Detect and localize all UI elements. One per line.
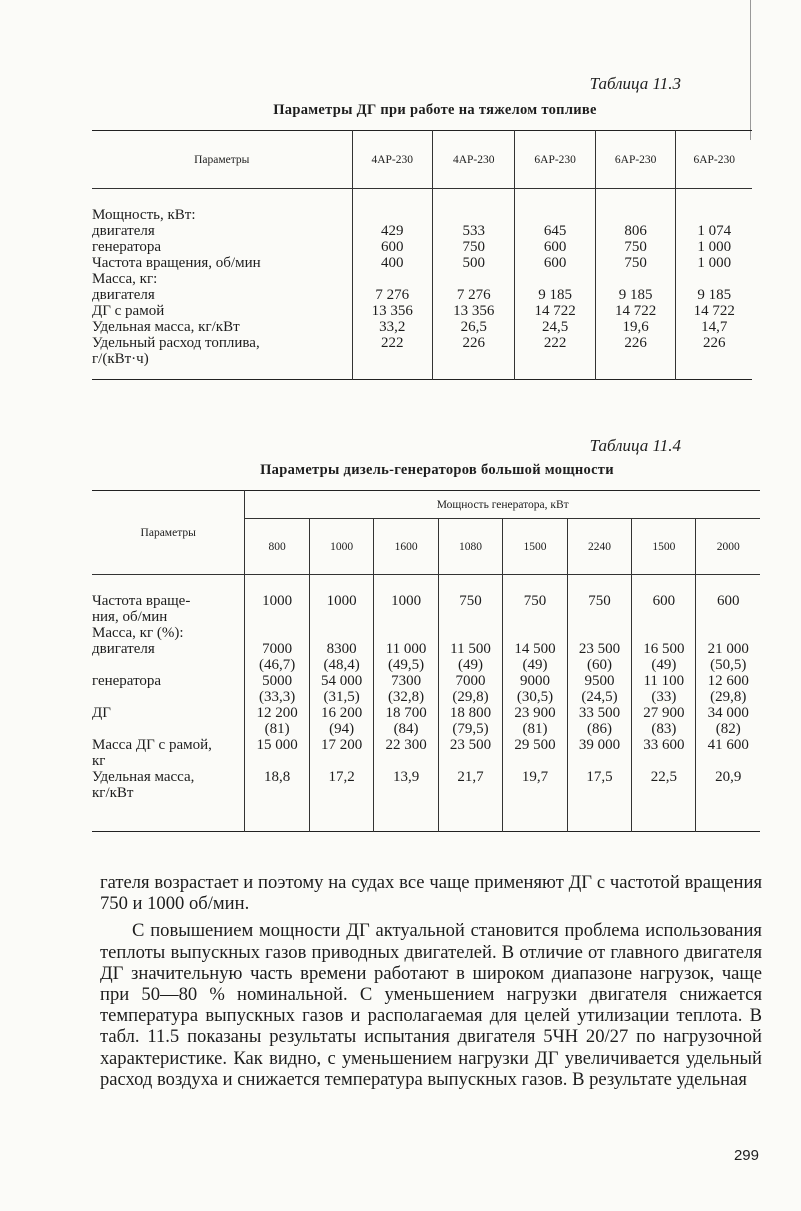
table-cell: 23 900 xyxy=(503,705,567,721)
table-cell: 1 000 xyxy=(676,255,752,271)
table1-caption: Таблица 11.3 xyxy=(589,74,681,93)
table-cell: 1 074 xyxy=(676,223,752,239)
table-row xyxy=(92,689,760,705)
table2-param-header: Параметры xyxy=(92,491,245,575)
table-cell: 600 xyxy=(352,239,432,255)
table-cell: 14 722 xyxy=(595,303,675,319)
table-cell xyxy=(696,609,760,625)
table-cell: 429 xyxy=(352,223,432,239)
table-cell: 17 200 xyxy=(309,737,373,753)
table-cell: 14,7 xyxy=(676,319,752,335)
table-cell xyxy=(515,271,595,287)
table-cell xyxy=(245,753,309,769)
table2-col-header: 2240 xyxy=(567,519,631,575)
table2 xyxy=(92,490,760,832)
table-cell: 19,6 xyxy=(595,319,675,335)
table-cell: 19,7 xyxy=(503,769,567,785)
table-cell: 7000 xyxy=(245,641,309,657)
table-cell: (81) xyxy=(245,721,309,737)
table-cell: 34 000 xyxy=(696,705,760,721)
table-cell xyxy=(245,609,309,625)
table2-col-header: 800 xyxy=(245,519,309,575)
table-row xyxy=(92,335,752,351)
table-cell: (30,5) xyxy=(503,689,567,705)
table2-title: Параметры дизель-генераторов большой мощности xyxy=(260,462,614,478)
table-cell xyxy=(309,753,373,769)
table2-col-header: 1500 xyxy=(632,519,696,575)
table2-col-header: 2000 xyxy=(696,519,760,575)
table-cell: 22 300 xyxy=(374,737,438,753)
table-cell xyxy=(676,207,752,223)
scan-edge-line xyxy=(750,0,751,140)
table-cell: 600 xyxy=(515,255,595,271)
row-label: кг xyxy=(92,753,106,769)
row-label: ДГ xyxy=(92,705,111,721)
row-label: двигателя xyxy=(92,287,155,303)
table-cell: 226 xyxy=(595,335,675,351)
table-row xyxy=(92,737,760,753)
table-cell xyxy=(503,625,567,641)
row-label xyxy=(92,689,245,705)
table-cell: 17,5 xyxy=(567,769,631,785)
table-cell: 54 000 xyxy=(309,673,373,689)
table-cell: 18 800 xyxy=(438,705,502,721)
row-label: Масса, кг: xyxy=(92,271,158,287)
table-cell: 9 185 xyxy=(515,287,595,303)
table-cell: 645 xyxy=(515,223,595,239)
table-cell: (24,5) xyxy=(567,689,631,705)
table-cell xyxy=(632,609,696,625)
row-label: Удельный расход топлива, xyxy=(92,335,260,351)
table-cell: 33 500 xyxy=(567,705,631,721)
table-row xyxy=(92,255,752,271)
table-cell xyxy=(632,785,696,801)
table-cell xyxy=(432,271,514,287)
spacer-row xyxy=(92,189,752,208)
table-cell: 22,5 xyxy=(632,769,696,785)
table-cell xyxy=(374,785,438,801)
table-cell: 9500 xyxy=(567,673,631,689)
table-cell: (48,4) xyxy=(309,657,373,673)
table-cell xyxy=(567,753,631,769)
table-cell: 750 xyxy=(567,593,631,609)
table-cell xyxy=(438,753,502,769)
table-cell: 39 000 xyxy=(567,737,631,753)
row-label: Масса, кг (%): xyxy=(92,625,184,641)
table-cell xyxy=(438,609,502,625)
table-cell xyxy=(374,609,438,625)
table-cell xyxy=(309,785,373,801)
table-cell: 17,2 xyxy=(309,769,373,785)
table-cell xyxy=(503,785,567,801)
table-row xyxy=(92,705,760,721)
row-label xyxy=(92,721,245,737)
table-row xyxy=(92,657,760,673)
table-cell xyxy=(696,753,760,769)
table-cell xyxy=(632,625,696,641)
table-cell: (84) xyxy=(374,721,438,737)
table-cell xyxy=(676,351,752,367)
table2-col-header: 1500 xyxy=(503,519,567,575)
table-cell: 7300 xyxy=(374,673,438,689)
table-row xyxy=(92,673,760,689)
table-cell: 533 xyxy=(432,223,514,239)
table-cell xyxy=(567,785,631,801)
table1-col-header: 4АР-230 xyxy=(352,131,432,189)
table-cell: 21 000 xyxy=(696,641,760,657)
row-label: г/(кВт·ч) xyxy=(92,351,149,367)
table-cell: (82) xyxy=(696,721,760,737)
table-cell xyxy=(438,785,502,801)
spacer-row xyxy=(92,801,760,832)
body-text xyxy=(100,872,762,1090)
table-cell: 12 600 xyxy=(696,673,760,689)
table-cell: (33,3) xyxy=(245,689,309,705)
table-cell: 1 000 xyxy=(676,239,752,255)
spacer-row xyxy=(92,367,752,380)
table-cell: 9 185 xyxy=(676,287,752,303)
table-cell xyxy=(595,271,675,287)
table-cell: (49) xyxy=(503,657,567,673)
table-cell xyxy=(503,609,567,625)
table-cell: (60) xyxy=(567,657,631,673)
table-cell xyxy=(515,351,595,367)
table-cell: 5000 xyxy=(245,673,309,689)
table-cell xyxy=(352,207,432,223)
table-cell: 11 100 xyxy=(632,673,696,689)
row-label: генератора xyxy=(92,239,162,255)
row-label: Частота вращения, об/мин xyxy=(92,255,261,271)
table1-body xyxy=(92,189,752,380)
table-cell: 24,5 xyxy=(515,319,595,335)
table-row xyxy=(92,223,752,239)
table1-col-header: 6АР-230 xyxy=(676,131,752,189)
table-cell: 600 xyxy=(696,593,760,609)
table-cell xyxy=(595,207,675,223)
table-cell: 18 700 xyxy=(374,705,438,721)
table-row xyxy=(92,641,760,657)
table-cell xyxy=(432,351,514,367)
table-row xyxy=(92,271,752,287)
table2-col-header: 1000 xyxy=(309,519,373,575)
table-cell: 14 722 xyxy=(676,303,752,319)
table-cell: 29 500 xyxy=(503,737,567,753)
row-label: ДГ с рамой xyxy=(92,303,165,319)
table-cell xyxy=(632,753,696,769)
table-cell: 7000 xyxy=(438,673,502,689)
table-cell: 1000 xyxy=(309,593,373,609)
table-cell: 11 500 xyxy=(438,641,502,657)
table-cell: (79,5) xyxy=(438,721,502,737)
table1-title: Параметры ДГ при работе на тяжелом топливе xyxy=(273,102,597,118)
table-row xyxy=(92,287,752,303)
row-label: генератора xyxy=(92,673,162,689)
table-cell: 16 200 xyxy=(309,705,373,721)
table-cell: 13 356 xyxy=(352,303,432,319)
table-row xyxy=(92,625,760,641)
row-label: Мощность, кВт: xyxy=(92,207,196,223)
table-cell: (29,8) xyxy=(438,689,502,705)
table-cell xyxy=(438,625,502,641)
table2-caption: Таблица 11.4 xyxy=(589,436,681,455)
table-cell: (29,8) xyxy=(696,689,760,705)
table-cell xyxy=(245,625,309,641)
table-cell: (46,7) xyxy=(245,657,309,673)
table-cell: 13 356 xyxy=(432,303,514,319)
table-row xyxy=(92,609,760,625)
table-cell: 21,7 xyxy=(438,769,502,785)
table-cell: 806 xyxy=(595,223,675,239)
table-row xyxy=(92,753,760,769)
table-cell xyxy=(515,207,595,223)
table1-param-header: Параметры xyxy=(92,131,352,189)
row-label: Удельная масса, xyxy=(92,769,195,785)
table-row xyxy=(92,769,760,785)
table1-col-header: 6АР-230 xyxy=(515,131,595,189)
table2-body xyxy=(92,575,760,832)
table-cell xyxy=(352,271,432,287)
table-row xyxy=(92,239,752,255)
table-cell: 222 xyxy=(352,335,432,351)
row-label: ния, об/мин xyxy=(92,609,168,625)
table-cell: 750 xyxy=(438,593,502,609)
table-cell xyxy=(352,351,432,367)
table-cell: 7 276 xyxy=(352,287,432,303)
paragraph: гателя возрастает и поэтому на судах все чаще применяют ДГ с частотой вращения 750 и 1000 об/мин. xyxy=(100,872,762,915)
row-label: Масса ДГ с рамой, xyxy=(92,737,212,753)
table-cell: 11 000 xyxy=(374,641,438,657)
table-cell: 15 000 xyxy=(245,737,309,753)
table-row xyxy=(92,721,760,737)
table-cell: (83) xyxy=(632,721,696,737)
table-cell xyxy=(567,609,631,625)
table-cell: (50,5) xyxy=(696,657,760,673)
table-cell: 33 600 xyxy=(632,737,696,753)
table-cell: 226 xyxy=(432,335,514,351)
spacer-row xyxy=(92,575,760,594)
table-cell: 23 500 xyxy=(567,641,631,657)
row-label: Удельная масса, кг/кВт xyxy=(92,319,240,335)
table-row xyxy=(92,319,752,335)
table2-col-header: 1600 xyxy=(374,519,438,575)
table-cell xyxy=(374,753,438,769)
table-cell: 9000 xyxy=(503,673,567,689)
table-cell: 400 xyxy=(352,255,432,271)
table-cell: 12 200 xyxy=(245,705,309,721)
table-cell xyxy=(309,609,373,625)
table2-group-header: Мощность генератора, кВт xyxy=(245,491,760,519)
table-cell xyxy=(374,625,438,641)
table-row xyxy=(92,351,752,367)
table-cell: 13,9 xyxy=(374,769,438,785)
table-cell: 600 xyxy=(515,239,595,255)
table-cell: (49) xyxy=(438,657,502,673)
row-label: двигателя xyxy=(92,223,155,239)
table-cell xyxy=(696,785,760,801)
table-cell: (49) xyxy=(632,657,696,673)
table-cell: (49,5) xyxy=(374,657,438,673)
row-label: Частота враще- xyxy=(92,593,191,609)
table-cell: 9 185 xyxy=(595,287,675,303)
table-cell xyxy=(503,753,567,769)
table-cell: 750 xyxy=(503,593,567,609)
table-cell: 750 xyxy=(432,239,514,255)
table-row xyxy=(92,207,752,223)
table-cell xyxy=(309,625,373,641)
table-cell: 18,8 xyxy=(245,769,309,785)
table-cell: (32,8) xyxy=(374,689,438,705)
table1-col-header: 6АР-230 xyxy=(595,131,675,189)
table1 xyxy=(92,130,752,380)
table-cell xyxy=(567,625,631,641)
table-cell: 226 xyxy=(676,335,752,351)
paragraph: С повышением мощности ДГ актуальной становится проблема использования теплоты выпускных газов приводных двигателей. В отличие от главного двигателя ДГ значительную часть времени работают в широком диапазоне нагрузок, чаще при 50—80 % номинальной. С уменьшением нагрузки двигателя снижается температура выпускных газов и располагаемая для целей утилизации теплота. В табл. 11.5 показаны результаты испытания двигателя 5ЧН 20/27 по нагрузочной характеристике. Как видно, с уменьшением нагрузки ДГ увеличивается удельный расход воздуха и снижается температура выпускных газов. В результате удельная xyxy=(100,920,762,1090)
table-cell: (86) xyxy=(567,721,631,737)
table-row xyxy=(92,785,760,801)
table-cell: 600 xyxy=(632,593,696,609)
table-cell: 33,2 xyxy=(352,319,432,335)
table-cell: (81) xyxy=(503,721,567,737)
table-row xyxy=(92,593,760,609)
row-label: кг/кВт xyxy=(92,785,134,801)
table-cell: 14 722 xyxy=(515,303,595,319)
table-cell xyxy=(696,625,760,641)
table-cell: 20,9 xyxy=(696,769,760,785)
table-cell: 222 xyxy=(515,335,595,351)
table-cell: 27 900 xyxy=(632,705,696,721)
table-cell: 1000 xyxy=(374,593,438,609)
table-cell: 750 xyxy=(595,255,675,271)
table-cell: 7 276 xyxy=(432,287,514,303)
table-cell: 26,5 xyxy=(432,319,514,335)
table-cell xyxy=(432,207,514,223)
table2-col-header: 1080 xyxy=(438,519,502,575)
table-cell: 500 xyxy=(432,255,514,271)
table-cell: (31,5) xyxy=(309,689,373,705)
table-row xyxy=(92,303,752,319)
table-cell xyxy=(595,351,675,367)
table-cell: (33) xyxy=(632,689,696,705)
table-cell: 41 600 xyxy=(696,737,760,753)
table-cell xyxy=(245,785,309,801)
page-number: 299 xyxy=(733,1147,759,1164)
table-cell: 8300 xyxy=(309,641,373,657)
table-cell: 1000 xyxy=(245,593,309,609)
table-cell: 16 500 xyxy=(632,641,696,657)
table-cell xyxy=(676,271,752,287)
table-cell: (94) xyxy=(309,721,373,737)
table1-col-header: 4АР-230 xyxy=(432,131,514,189)
table-cell: 23 500 xyxy=(438,737,502,753)
table-cell: 750 xyxy=(595,239,675,255)
table-cell: 14 500 xyxy=(503,641,567,657)
row-label: двигателя xyxy=(92,641,155,657)
row-label xyxy=(92,657,245,673)
